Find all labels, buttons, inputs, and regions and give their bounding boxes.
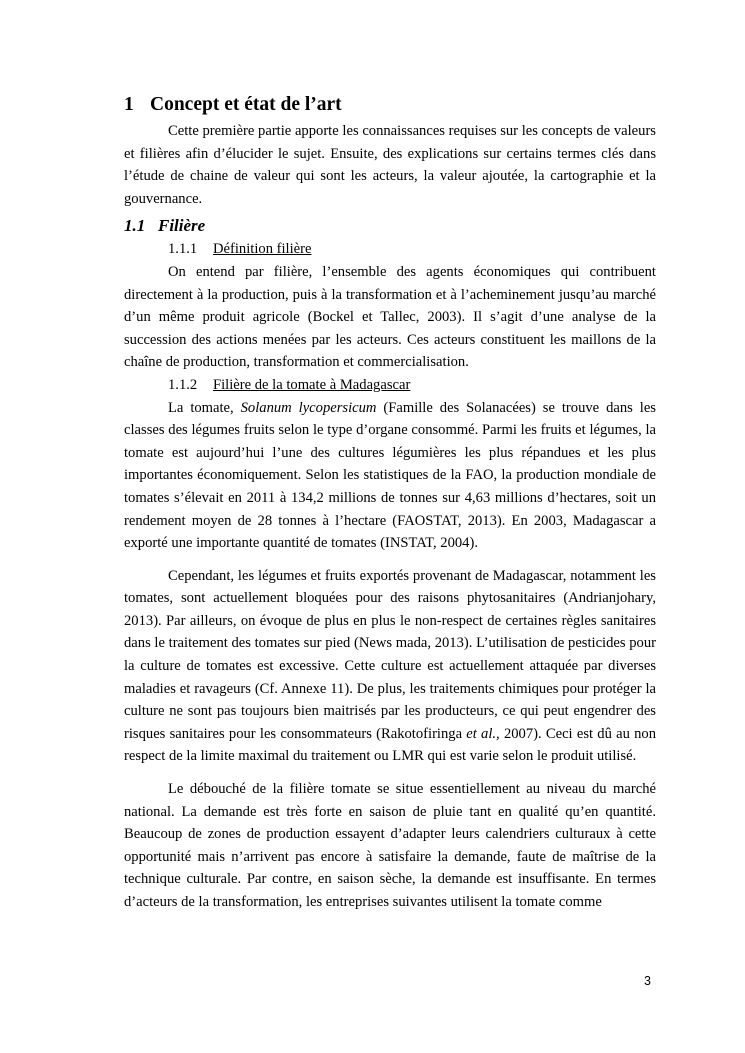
page-number: 3 <box>644 974 651 988</box>
section-number: 1.1 <box>124 216 146 236</box>
species-name: Solanum lycopersicum <box>240 399 377 416</box>
tomato-paragraph-3: Le débouché de la filière tomate se situe essentiellement au niveau du marché national. La demande est très forte en saison de pluie tant en qualité qu’en quantité. Beaucoup de zones de production essayent d’adapter leurs calendriers culturaux à cette opportunité mais n’arrivent pas encore à satisfaire la demande, faute de maîtrise de la technique culturale. Par contre, en saison sèche, la demande est insuffisante. En termes d’acteurs de la transformation, les entreprises suivantes utilisent la tomate comme <box>124 781 656 910</box>
tomato-paragraph-1 <box>124 397 656 555</box>
et-al: et al., <box>466 725 500 742</box>
text-segment: La tomate, <box>168 399 241 416</box>
section-title: Filière de la tomate à Madagascar <box>213 376 411 393</box>
intro-paragraph: Cette première partie apporte les connaissances requises sur les concepts de valeurs et filières afin d’élucider le sujet. Ensuite, des explications sur certains termes clés dans l’étude de chaine de valeur qui sont les acteurs, la valeur ajoutée, la cartographie et la gouvernance. <box>124 123 656 207</box>
document-page <box>124 92 656 914</box>
definition-paragraph: On entend par filière, l’ensemble des agents économiques qui contribuent directement à la production, puis à la transformation et à l’acheminement jusqu’au marché d’un même produit agricole (Bockel et Tallec, 2003). Il s’agit d’une analyse de la succession des actions menées par les acteurs. Ces acteurs constituent les maillons de la chaîne de production, transformation et commercialisation. <box>124 263 656 371</box>
section-number: 1 <box>124 94 134 115</box>
section-number: 1.1.2 <box>168 376 198 393</box>
section-title: Filière <box>158 216 206 236</box>
text-segment: 2007). Ceci est dû au non respect de la limite maximal du traitement ou LMR qui est varie selon le produit utilisé. <box>124 725 656 765</box>
section-heading-1-1 <box>124 214 656 238</box>
section-title: Concept et état de l’art <box>150 94 342 115</box>
text-segment: (Famille des Solanacées) se trouve dans les classes des légumes fruits selon le type d’organe consommé. Parmi les fruits et légumes, la tomate est aujourd’hui l’une des cultures légumières les plus répandues et les plus importantes économiquement. Selon les statistiques de la FAO, la production mondiale de tomates s’élevait en 2011 à 134,2 millions de tonnes sur 4,63 millions d’hectares, soit un rendement moyen de 28 tonnes à l’hectare (FAOSTAT, 2013). En 2003, Madagascar a exporté une importante quantité de tomates (INSTAT, 2004). <box>124 399 656 552</box>
text-segment: Cependant, les légumes et fruits exportés provenant de Madagascar, notamment les tomates, sont actuellement bloquées pour des raisons phytosanitaires (Andrianjohary, 2013). Par ailleurs, on évoque de plus en plus le non-respect de certaines règles sanitaires dans le traitement des tomates sur pied (News mada, 2013). L’utilisation de pesticides pour la culture de tomates est excessive. Cette culture est actuellement attaquée par diverses maladies et ravageurs (Cf. Annexe 11). De plus, les traitements chimiques pour protéger la culture ne sont pas toujours bien maitrisés par les producteurs, ce qui peut engendrer des risques sanitaires pour les consommateurs (Rakotofiringa <box>124 567 656 742</box>
section-number: 1.1.1 <box>168 241 198 258</box>
section-heading-1-1-2 <box>124 374 656 397</box>
section-heading-1-1-1 <box>124 238 656 261</box>
section-heading-1 <box>124 92 656 118</box>
section-title: Définition filière <box>213 241 312 258</box>
tomato-paragraph-2 <box>124 565 656 768</box>
